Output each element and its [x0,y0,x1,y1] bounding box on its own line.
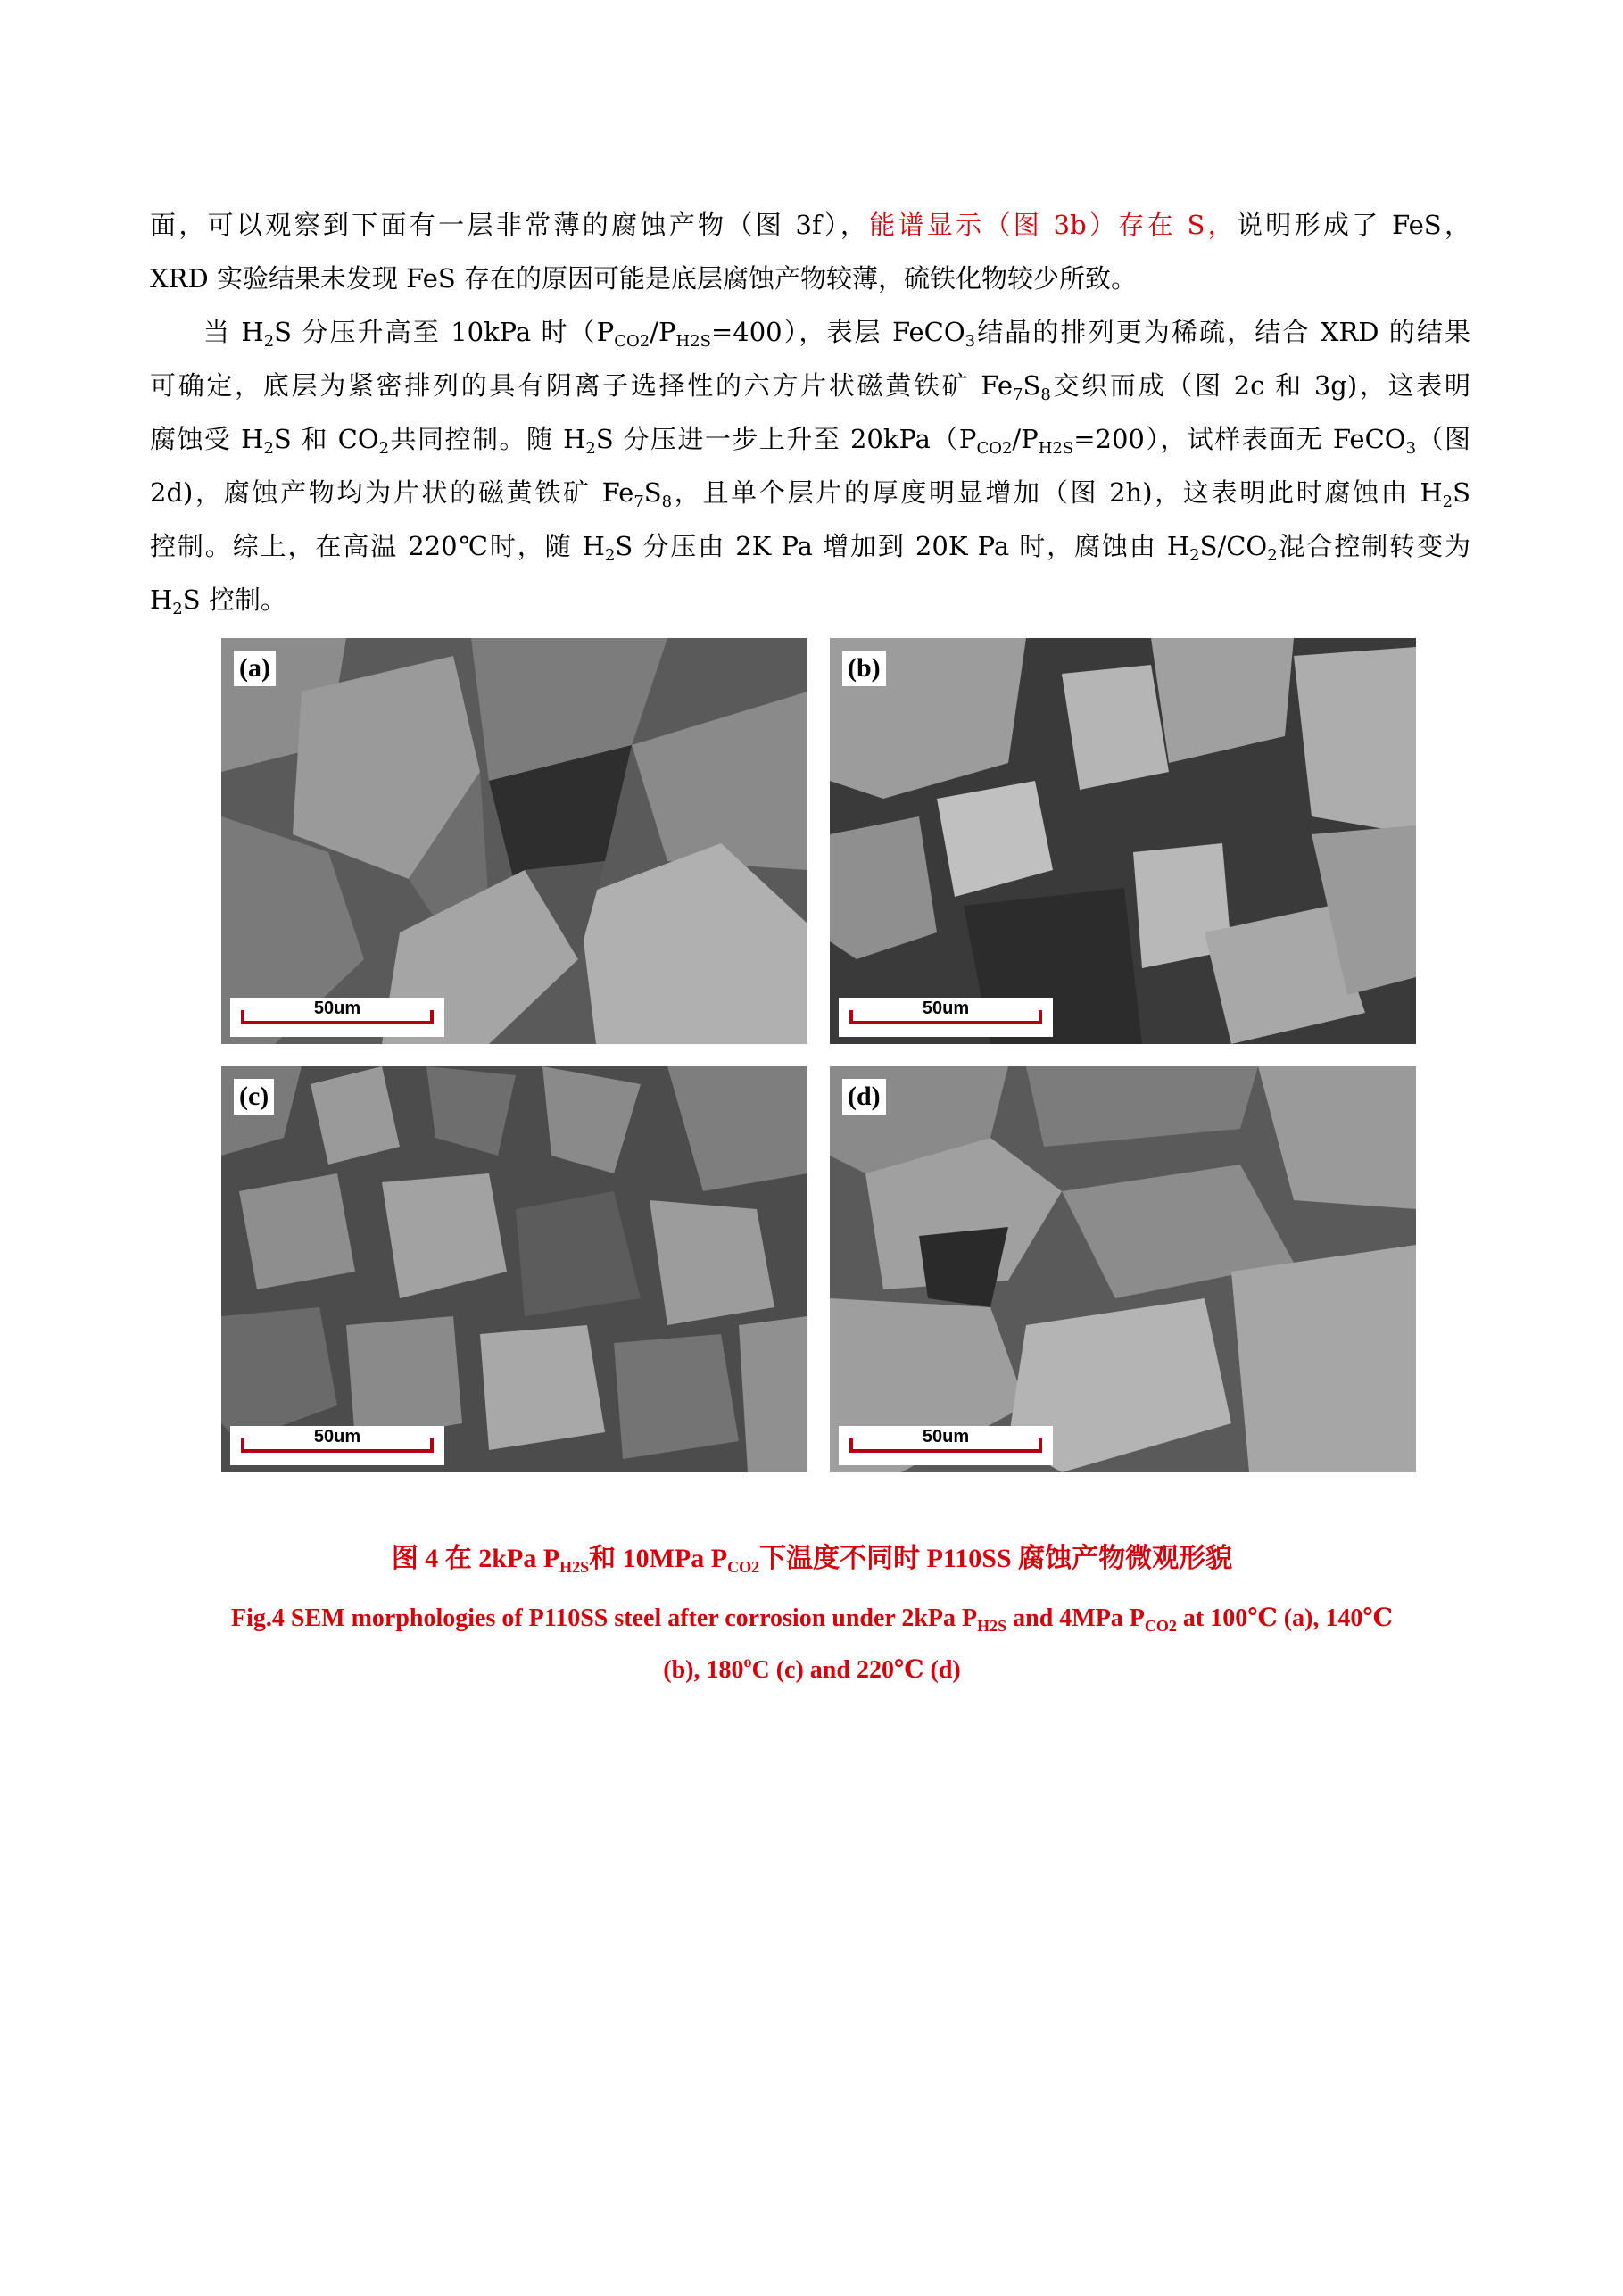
sem-image-b [830,638,1416,1044]
paragraph-line: 2d)，腐蚀产物均为片状的磁黄铁矿 $Fe_7S_8$，且单个层片的厚度明显增加（图 2h)，这表明此时腐蚀由 $H_2S$ [150,477,1470,511]
paragraph-line: $H_2S$ 控制。 [150,584,286,618]
panel-label: (d) [842,1079,886,1115]
scale-bar: 50um [839,1426,1053,1465]
scale-bar: 50um [230,1426,444,1465]
paragraph-line: 面，可以观察到下面有一层非常薄的腐蚀产物（图 3f），能谱显示（图 3b）存在 S，说明形成了 FeS， [150,210,1470,240]
sem-image-c [221,1066,807,1472]
scale-bar: 50um [230,998,444,1037]
sem-image-a [221,638,807,1044]
sem-image-d [830,1066,1416,1472]
panel-label: (c) [234,1079,274,1115]
paragraph-line: 腐蚀受 $H_2S$ 和 $CO_2$共同控制。随 $H_2S$ 分压进一步上升至 $20kPa(P_{CO2}/P_{H2S}=200)$，试样表面无 FeCO$_3$（图 [150,424,1470,458]
paragraph-line: 控制。综上，在高温 220℃时，随 $H_2S$ 分压由 2K Pa 增加到 20K Pa 时，腐蚀由 $H_2S/CO_2$混合控制转变为 [150,531,1470,565]
highlighted-text: 能谱显示（图 3b）存在 S， [869,210,1237,240]
figure-caption-cn: 图 4 在 2kPa $P_{H2S}$和 10MPa $P_{CO2}$下温度不同时 P110SS 腐蚀产物微观形貌 [391,1544,1233,1576]
scale-bar: 50um [839,998,1053,1037]
paragraph-line: XRD 实验结果未发现 FeS 存在的原因可能是底层腐蚀产物较薄，硫铁化物较少所致。 [150,263,1137,294]
panel-label: (a) [234,651,276,686]
figure-caption-en: Fig.4 SEM morphologies of P110SS steel after corrosion under 2kPa $P_{H2S}$ and 4MPa $P_{CO2}$ at 100℃ (a), 140℃ (b), 180$^o$C (c) and 220℃ (d) [231,1604,1393,1684]
paragraph-line: 当 $H_2S$ 分压升高至 10kPa 时$(P_{CO2}/P_{H2S}=400)$，表层 FeCO$_3$结晶的排列更为稀疏，结合 XRD 的结果 [203,317,1471,351]
paragraph-line: 可确定，底层为紧密排列的具有阴离子选择性的六方片状磁黄铁矿 $Fe_7S_8$交织而成（图 2c 和 3g)，这表明 [150,370,1470,404]
panel-label: (b) [842,651,886,686]
